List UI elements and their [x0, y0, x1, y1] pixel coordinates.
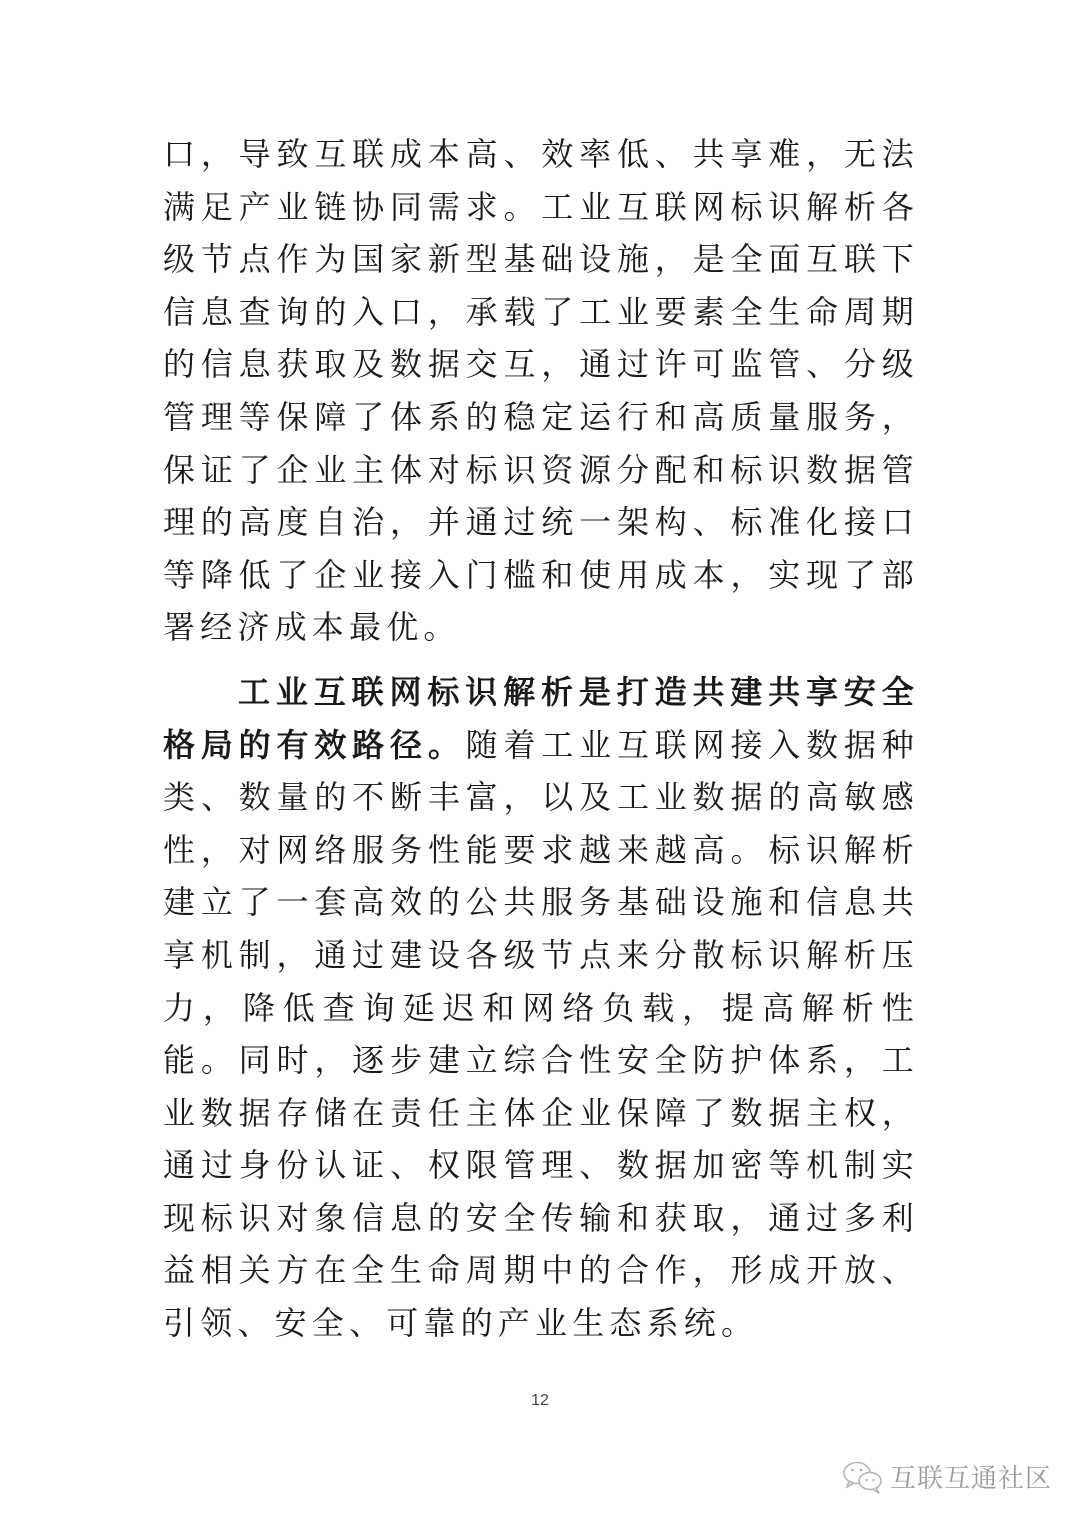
document-body [163, 128, 919, 1350]
wechat-icon [842, 1460, 884, 1494]
watermark [842, 1458, 1052, 1495]
paragraph-2 [163, 666, 919, 1350]
paragraph-1 [163, 128, 919, 654]
watermark-label: 互联互通社区 [890, 1464, 1053, 1494]
paragraph-2-lead: 工业互联网标识解析是打造共建共享安全格局的有效路径。 [163, 672, 919, 764]
paragraph-2-text: 随着工业互联网接入数据种类、数量的不断丰富，以及工业数据的高敏感性，对网络服务性能要求越来越高。标识解析建立了一套高效的公共服务基础设施和信息共享机制，通过建设各级节点来分散标识解析压力，降低查询延迟和网络负载，提高解析性能。同时，逐步建立综合性安全防护体系，工业数据存储在责任主体企业保障了数据主权，通过身份认证、权限管理、数据加密等机制实现标识对象信息的安全传输和获取，通过多利益相关方在全生命周期中的合作，形成开放、引领、安全、可靠的产业生态系统。 [163, 725, 919, 1343]
page-number: 12 [531, 1392, 549, 1409]
paragraph-1-text: 口，导致互联成本高、效率低、共享难，无法满足产业链协同需求。工业互联网标识解析各级节点作为国家新型基础设施，是全面互联下信息查询的入口，承载了工业要素全生命周期的信息获取及数据交互，通过许可监管、分级管理等保障了体系的稳定运行和高质量服务，保证了企业主体对标识资源分配和标识数据管理的高度自治，并通过统一架构、标准化接口等降低了企业接入门槛和使用成本，实现了部署经济成本最优。 [163, 135, 919, 647]
